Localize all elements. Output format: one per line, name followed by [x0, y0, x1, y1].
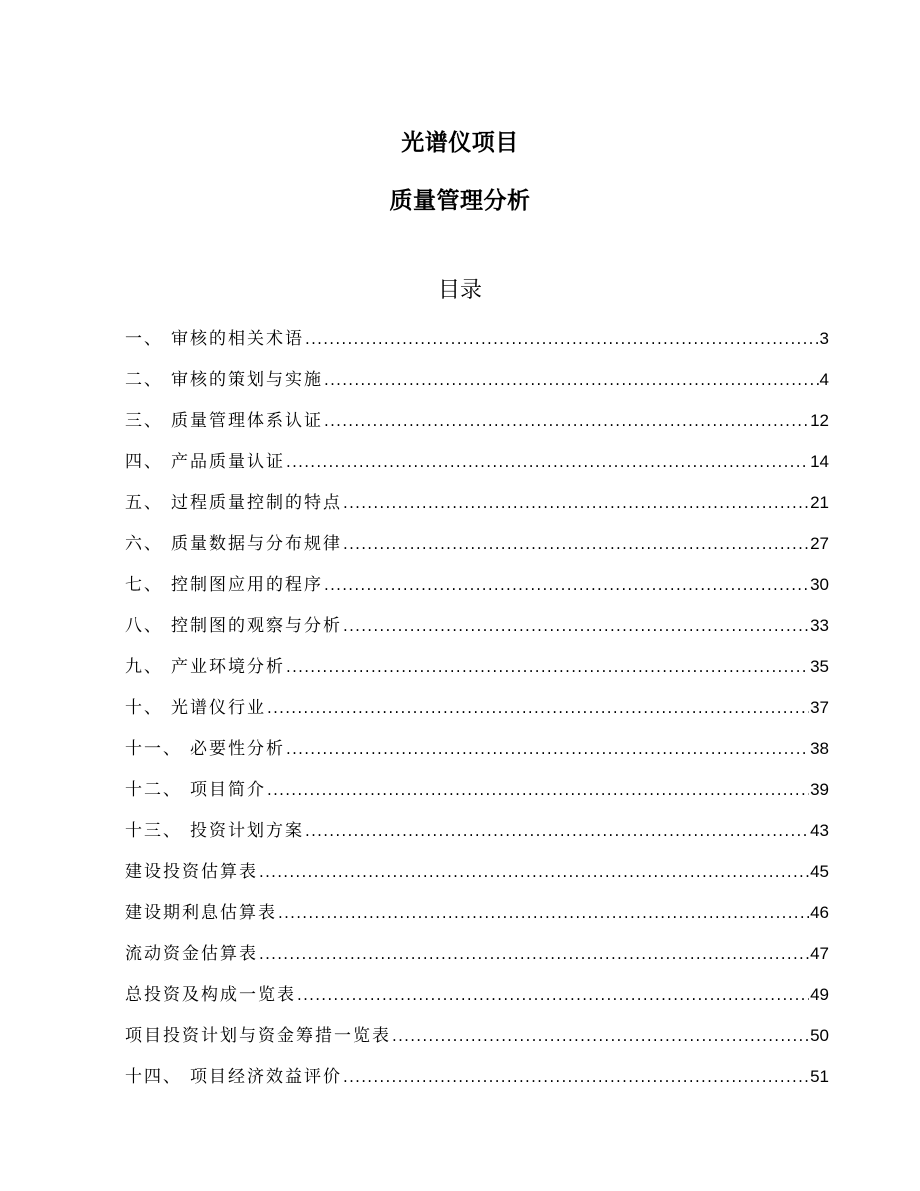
toc-entry-page: 38: [810, 739, 829, 758]
toc-entry-page: 43: [810, 821, 829, 840]
toc-entry-label: [125, 1016, 391, 1056]
toc-entry-text: 产品质量认证: [171, 452, 285, 472]
toc-entry[interactable]: [125, 482, 829, 523]
toc-entry[interactable]: [125, 400, 829, 441]
toc-entry-label: [125, 483, 342, 523]
toc-leader-dots: [343, 1057, 809, 1097]
toc-leader-dots: [259, 852, 809, 892]
document-title-line2: 质量管理分析: [389, 188, 531, 214]
toc-entry-label: [125, 811, 304, 851]
table-of-contents: [125, 318, 829, 1097]
toc-entry-text: 控制图的观察与分析: [171, 616, 342, 636]
toc-entry-text: 必要性分析: [190, 739, 285, 759]
toc-entry-number: 十四、: [125, 1067, 182, 1087]
toc-entry-page: 51: [810, 1067, 829, 1086]
toc-entry-text: 质量管理体系认证: [171, 411, 323, 431]
toc-entry-page: 47: [810, 944, 829, 963]
toc-entry-number: 十一、: [125, 739, 182, 759]
toc-entry-page: 3: [819, 329, 829, 348]
toc-entry-label: [125, 442, 285, 482]
toc-entry-label: [125, 729, 285, 769]
toc-entry[interactable]: [125, 523, 829, 564]
toc-entry-page: 21: [810, 493, 829, 512]
toc-leader-dots: [267, 688, 809, 728]
toc-leader-dots: [343, 524, 809, 564]
toc-entry[interactable]: [125, 441, 829, 482]
toc-entry-page: 27: [810, 534, 829, 553]
toc-entry-number: 八、: [125, 616, 163, 636]
toc-entry-label: [125, 319, 304, 359]
toc-entry-label: [125, 688, 266, 728]
toc-entry-page: 46: [810, 903, 829, 922]
toc-entry[interactable]: [125, 728, 829, 769]
toc-entry[interactable]: [125, 564, 829, 605]
toc-leader-dots: [343, 606, 809, 646]
toc-entry[interactable]: [125, 359, 829, 400]
toc-leader-dots: [392, 1016, 809, 1056]
toc-leader-dots: [324, 565, 809, 605]
toc-entry[interactable]: [125, 974, 829, 1015]
toc-entry-text: 控制图应用的程序: [171, 575, 323, 595]
toc-entry-number: 一、: [125, 329, 163, 349]
toc-leader-dots: [267, 770, 809, 810]
toc-leader-dots: [305, 811, 809, 851]
toc-entry-text: 建设投资估算表: [125, 862, 258, 882]
toc-entry[interactable]: [125, 810, 829, 851]
toc-entry-number: 十二、: [125, 780, 182, 800]
toc-leader-dots: [278, 893, 809, 933]
toc-entry-page: 14: [810, 452, 829, 471]
toc-entry[interactable]: [125, 892, 829, 933]
toc-entry-number: 九、: [125, 657, 163, 677]
toc-entry-page: 50: [810, 1026, 829, 1045]
toc-entry[interactable]: [125, 1015, 829, 1056]
toc-entry[interactable]: [125, 687, 829, 728]
toc-leader-dots: [286, 647, 809, 687]
toc-entry-page: 35: [810, 657, 829, 676]
toc-entry-page: 49: [810, 985, 829, 1004]
toc-entry-page: 37: [810, 698, 829, 717]
toc-entry-label: [125, 401, 323, 441]
toc-entry-page: 33: [810, 616, 829, 635]
toc-leader-dots: [305, 319, 819, 359]
toc-entry-label: [125, 647, 285, 687]
toc-entry-text: 建设期利息估算表: [125, 903, 277, 923]
toc-entry-label: [125, 893, 277, 933]
toc-leader-dots: [259, 934, 809, 974]
toc-entry-text: 流动资金估算表: [125, 944, 258, 964]
toc-entry[interactable]: [125, 1056, 829, 1097]
toc-entry-page: 4: [819, 370, 829, 389]
toc-entry-number: 十三、: [125, 821, 182, 841]
toc-entry[interactable]: [125, 851, 829, 892]
toc-entry-number: 三、: [125, 411, 163, 431]
toc-entry-page: 30: [810, 575, 829, 594]
toc-entry-text: 光谱仪行业: [171, 698, 266, 718]
toc-entry-text: 质量数据与分布规律: [171, 534, 342, 554]
toc-entry-text: 项目经济效益评价: [190, 1067, 342, 1087]
toc-entry-label: [125, 852, 258, 892]
toc-entry-text: 审核的相关术语: [171, 329, 304, 349]
toc-entry-label: [125, 770, 266, 810]
toc-entry-number: 四、: [125, 452, 163, 472]
toc-entry-text: 项目简介: [190, 780, 266, 800]
toc-entry-text: 总投资及构成一览表: [125, 985, 296, 1005]
toc-entry-label: [125, 606, 342, 646]
toc-entry-text: 审核的策划与实施: [171, 370, 323, 390]
toc-entry-text: 产业环境分析: [171, 657, 285, 677]
toc-entry[interactable]: [125, 646, 829, 687]
toc-entry-label: [125, 934, 258, 974]
toc-leader-dots: [324, 401, 809, 441]
toc-heading: 目录: [437, 278, 482, 303]
toc-entry-label: [125, 565, 323, 605]
toc-entry[interactable]: [125, 933, 829, 974]
toc-entry-page: 45: [810, 862, 829, 881]
toc-entry-number: 五、: [125, 493, 163, 513]
toc-entry-label: [125, 524, 342, 564]
toc-entry-label: [125, 1057, 342, 1097]
toc-entry-label: [125, 360, 323, 400]
toc-entry-page: 12: [810, 411, 829, 430]
toc-entry-label: [125, 975, 296, 1015]
toc-entry[interactable]: [125, 769, 829, 810]
toc-entry-number: 十、: [125, 698, 163, 718]
toc-entry-number: 六、: [125, 534, 163, 554]
toc-leader-dots: [297, 975, 809, 1015]
toc-entry-text: 投资计划方案: [190, 821, 304, 841]
toc-leader-dots: [286, 729, 809, 769]
toc-entry[interactable]: [125, 605, 829, 646]
toc-entry-number: 七、: [125, 575, 163, 595]
toc-leader-dots: [286, 442, 809, 482]
toc-leader-dots: [343, 483, 809, 523]
toc-entry-text: 项目投资计划与资金筹措一览表: [125, 1026, 391, 1046]
toc-entry-text: 过程质量控制的特点: [171, 493, 342, 513]
toc-entry[interactable]: [125, 318, 829, 359]
toc-entry-page: 39: [810, 780, 829, 799]
toc-entry-number: 二、: [125, 370, 163, 390]
document-title-line1: 光谱仪项目: [401, 130, 519, 156]
toc-leader-dots: [324, 360, 819, 400]
